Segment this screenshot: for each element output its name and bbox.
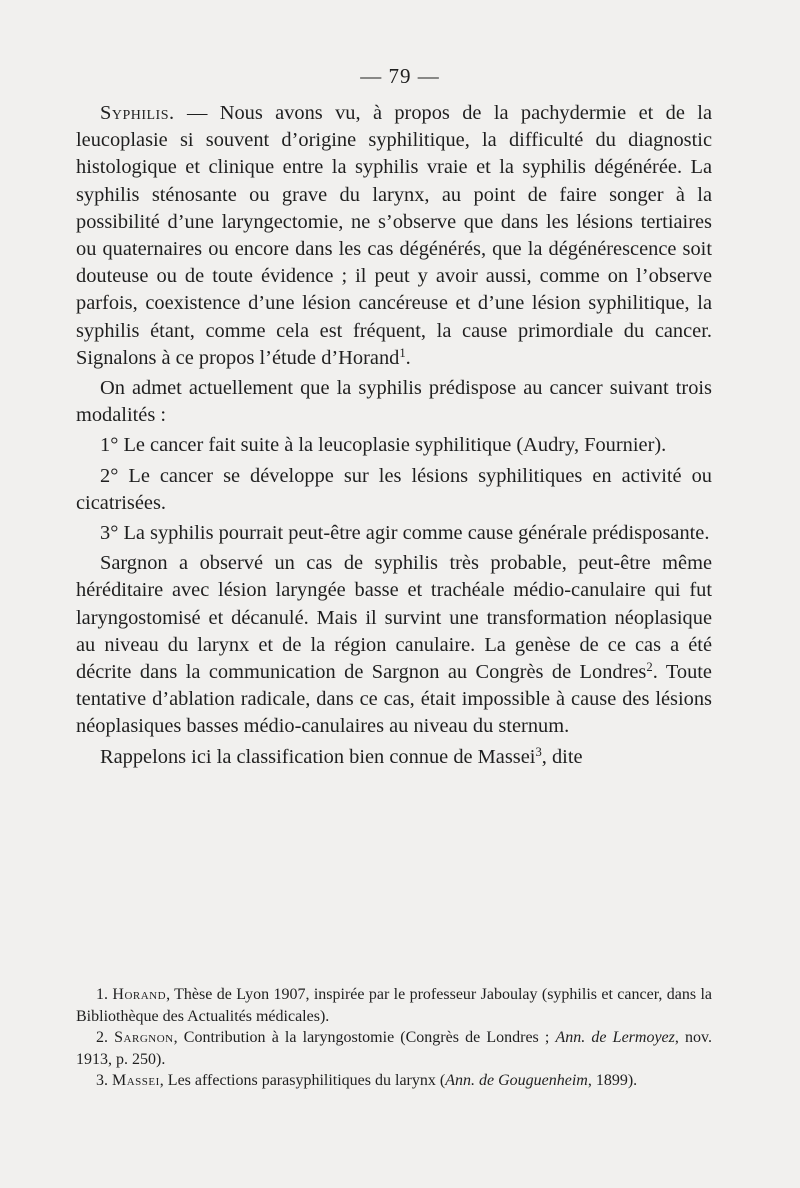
footnote-text-end: , 1899). (587, 1072, 638, 1089)
paragraph-syphilis (76, 100, 712, 372)
footnote-3 (76, 1070, 712, 1092)
paragraph-text: — Nous avons vu, à propos de la pachydermie et de la leucoplasie si souvent d’origine syphilitique, la difficulté du diagnostic histologique et clinique entre la syphilis vraie et la syphilis dégénérée. La syphilis sténosante ou grave du larynx, au point de faire songer à la possibilité d’une laryngectomie, ne s’observe que dans les lésions tertiaires ou quaternaires ou encore dans les cas dégénérés, que la dégénérescence soit douteuse ou de toute évidence ; il peut y avoir aussi, comme on l’observe parfois, coexistence d’une lésion cancéreuse et d’une lésion syphilitique, la syphilis étant, comme cela est fréquent, la cause primordiale du cancer. Signalons à ce propos l’étude d’Horand (76, 102, 712, 369)
paragraph-item-2: 2° Le cancer se développe sur les lésions syphilitiques en activité ou cicatrisées. (76, 464, 712, 514)
footnotes (76, 984, 712, 1092)
footnote-journal: Ann. de Lermoyez (555, 1029, 675, 1046)
footnote-ref-3: 3 (535, 744, 542, 759)
footnote-number: 3. (96, 1072, 108, 1089)
footnote-text-end: , nov. 1913, p. 250). (76, 1029, 712, 1068)
footnote-author: Sargnon (114, 1029, 174, 1046)
footnote-ref-1: 1 (399, 345, 406, 360)
footnote-ref-2: 2 (646, 660, 653, 675)
footnote-number: 2. (96, 1029, 108, 1046)
footnote-number: 1. (96, 986, 108, 1003)
paragraph-item-3: 3° La syphilis pourrait peut-être agir comme cause générale prédisposante. (100, 522, 710, 545)
paragraph-massei (76, 744, 712, 771)
page-number: — 79 — (360, 64, 440, 88)
paragraph-text-end: . (405, 346, 411, 369)
footnote-journal: Ann. de Gouguenheim (445, 1072, 588, 1089)
footnote-text: , Thèse de Lyon 1907, inspirée par le professeur Jaboulay (syphilis et cancer, dans la Bibliothèque des Actualités médicales). (76, 986, 713, 1025)
footnote-2 (76, 1027, 712, 1070)
paragraph-modalites: On admet actuellement que la syphilis prédispose au cancer suivant trois modalités : (76, 377, 712, 427)
footnote-text: , Contribution à la laryngostomie (Congrès de Londres ; (173, 1029, 556, 1046)
paragraph-text: Sargnon a observé un cas de syphilis très probable, peut-être même héréditaire avec lésion laryngée basse et trachéale médio-canulaire qui fut laryngostomisé et décanulé. Mais il survint une transformation néoplasique au niveau du larynx et de la région canulaire. La genèse de ce cas a été décrite dans la communication de Sargnon au Congrès de Londres (76, 552, 712, 684)
section-heading: Syphilis. (100, 102, 175, 124)
main-text (76, 100, 712, 771)
footnote-author: Horand (112, 986, 167, 1003)
paragraph-text-end: , dite (541, 745, 583, 768)
paragraph-item-1: 1° Le cancer fait suite à la leucoplasie syphilitique (Audry, Fournier). (100, 434, 667, 457)
footnote-author: Massei (112, 1072, 160, 1089)
paragraph-text: Rappelons ici la classification bien connue de Massei (100, 745, 536, 768)
footnote-1 (76, 984, 712, 1027)
footnote-text: , Les affections parasyphilitiques du larynx ( (159, 1072, 446, 1089)
paragraph-sargnon (76, 550, 712, 740)
paragraph-text-end: . Toute tentative d’ablation radicale, dans ce cas, était impossible à cause des lésions néoplasiques basses médio-canulaires au niveau du sternum. (76, 661, 712, 738)
